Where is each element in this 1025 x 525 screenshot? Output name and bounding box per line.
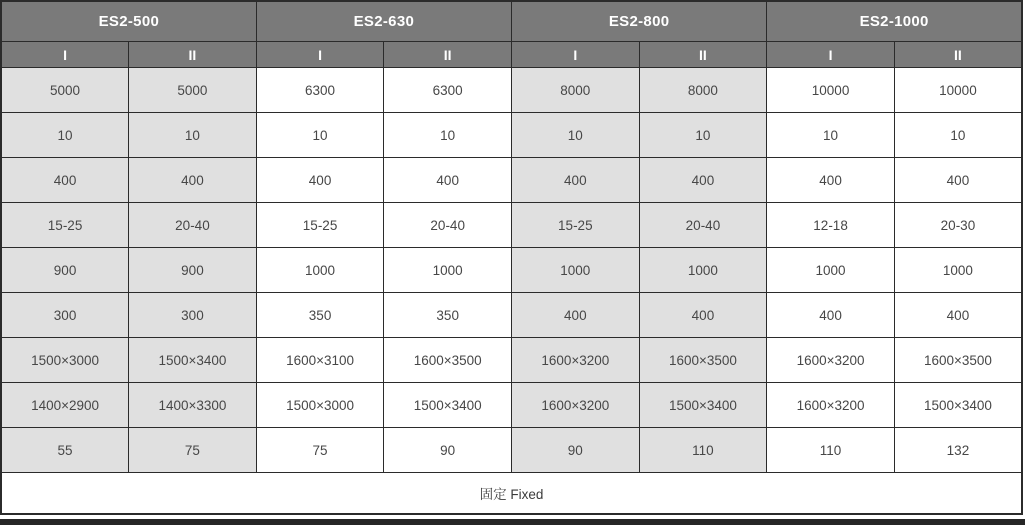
table-row: [1, 158, 1022, 203]
data-cell: 1600×3200: [767, 383, 895, 428]
data-cell: 20-40: [129, 203, 257, 248]
data-cell: 1600×3500: [894, 338, 1022, 383]
data-cell: 10000: [767, 68, 895, 113]
data-cell: 55: [1, 428, 129, 473]
data-cell: 132: [894, 428, 1022, 473]
data-cell: 400: [256, 158, 384, 203]
data-cell: 5000: [129, 68, 257, 113]
data-cell: 20-40: [639, 203, 767, 248]
spec-table-head: [1, 1, 1022, 68]
data-cell: 900: [1, 248, 129, 293]
data-cell: 400: [1, 158, 129, 203]
data-cell: 10: [767, 113, 895, 158]
footer-row: [1, 473, 1022, 515]
data-cell: 1000: [639, 248, 767, 293]
table-row: [1, 383, 1022, 428]
data-cell: 1400×3300: [129, 383, 257, 428]
data-cell: 1000: [767, 248, 895, 293]
data-cell: 110: [639, 428, 767, 473]
data-cell: 900: [129, 248, 257, 293]
table-row: [1, 293, 1022, 338]
data-cell: 10: [894, 113, 1022, 158]
data-cell: 20-40: [384, 203, 512, 248]
data-cell: 110: [767, 428, 895, 473]
data-cell: 1600×3200: [512, 338, 640, 383]
data-cell: 300: [1, 293, 129, 338]
data-cell: 10000: [894, 68, 1022, 113]
data-cell: 1500×3400: [894, 383, 1022, 428]
footer-cell: 固定 Fixed: [1, 473, 1022, 515]
data-cell: 1500×3400: [129, 338, 257, 383]
sub-header-cell: II: [639, 42, 767, 68]
data-cell: 300: [129, 293, 257, 338]
data-cell: 90: [384, 428, 512, 473]
data-cell: 350: [256, 293, 384, 338]
table-row: [1, 428, 1022, 473]
data-cell: 400: [384, 158, 512, 203]
group-header-cell: ES2-1000: [767, 1, 1022, 42]
data-cell: 400: [894, 293, 1022, 338]
spec-table-body: [1, 68, 1022, 515]
table-row: [1, 113, 1022, 158]
data-cell: 75: [129, 428, 257, 473]
data-cell: 1500×3000: [1, 338, 129, 383]
data-cell: 10: [384, 113, 512, 158]
data-cell: 1000: [256, 248, 384, 293]
group-header-row: [1, 1, 1022, 42]
data-cell: 400: [512, 293, 640, 338]
data-cell: 400: [512, 158, 640, 203]
data-cell: 1600×3200: [767, 338, 895, 383]
data-cell: 15-25: [1, 203, 129, 248]
data-cell: 1000: [384, 248, 512, 293]
data-cell: 400: [639, 158, 767, 203]
data-cell: 400: [767, 158, 895, 203]
data-cell: 20-30: [894, 203, 1022, 248]
data-cell: 1000: [894, 248, 1022, 293]
data-cell: 10: [512, 113, 640, 158]
table-row: [1, 248, 1022, 293]
sub-header-cell: II: [384, 42, 512, 68]
data-cell: 15-25: [512, 203, 640, 248]
group-header-cell: ES2-500: [1, 1, 256, 42]
table-row: [1, 203, 1022, 248]
data-cell: 400: [894, 158, 1022, 203]
sub-header-cell: I: [256, 42, 384, 68]
data-cell: 1400×2900: [1, 383, 129, 428]
data-cell: 6300: [384, 68, 512, 113]
data-cell: 12-18: [767, 203, 895, 248]
table-row: [1, 68, 1022, 113]
data-cell: 90: [512, 428, 640, 473]
sub-header-row: [1, 42, 1022, 68]
data-cell: 10: [1, 113, 129, 158]
data-cell: 8000: [512, 68, 640, 113]
data-cell: 8000: [639, 68, 767, 113]
data-cell: 1500×3400: [384, 383, 512, 428]
data-cell: 1600×3100: [256, 338, 384, 383]
group-header-cell: ES2-630: [256, 1, 511, 42]
data-cell: 6300: [256, 68, 384, 113]
data-cell: 10: [639, 113, 767, 158]
data-cell: 350: [384, 293, 512, 338]
group-header-cell: ES2-800: [512, 1, 767, 42]
data-cell: 15-25: [256, 203, 384, 248]
data-cell: 1600×3200: [512, 383, 640, 428]
data-cell: 10: [256, 113, 384, 158]
data-cell: 1000: [512, 248, 640, 293]
sub-header-cell: I: [512, 42, 640, 68]
data-cell: 1500×3000: [256, 383, 384, 428]
data-cell: 400: [767, 293, 895, 338]
sub-header-cell: I: [1, 42, 129, 68]
sub-header-cell: I: [767, 42, 895, 68]
data-cell: 1500×3400: [639, 383, 767, 428]
data-cell: 1600×3500: [384, 338, 512, 383]
sub-header-cell: II: [894, 42, 1022, 68]
data-cell: 400: [639, 293, 767, 338]
data-cell: 10: [129, 113, 257, 158]
data-cell: 5000: [1, 68, 129, 113]
next-section-top-edge: [0, 519, 1025, 525]
sub-header-cell: II: [129, 42, 257, 68]
data-cell: 400: [129, 158, 257, 203]
data-cell: 75: [256, 428, 384, 473]
data-cell: 1600×3500: [639, 338, 767, 383]
table-row: [1, 338, 1022, 383]
